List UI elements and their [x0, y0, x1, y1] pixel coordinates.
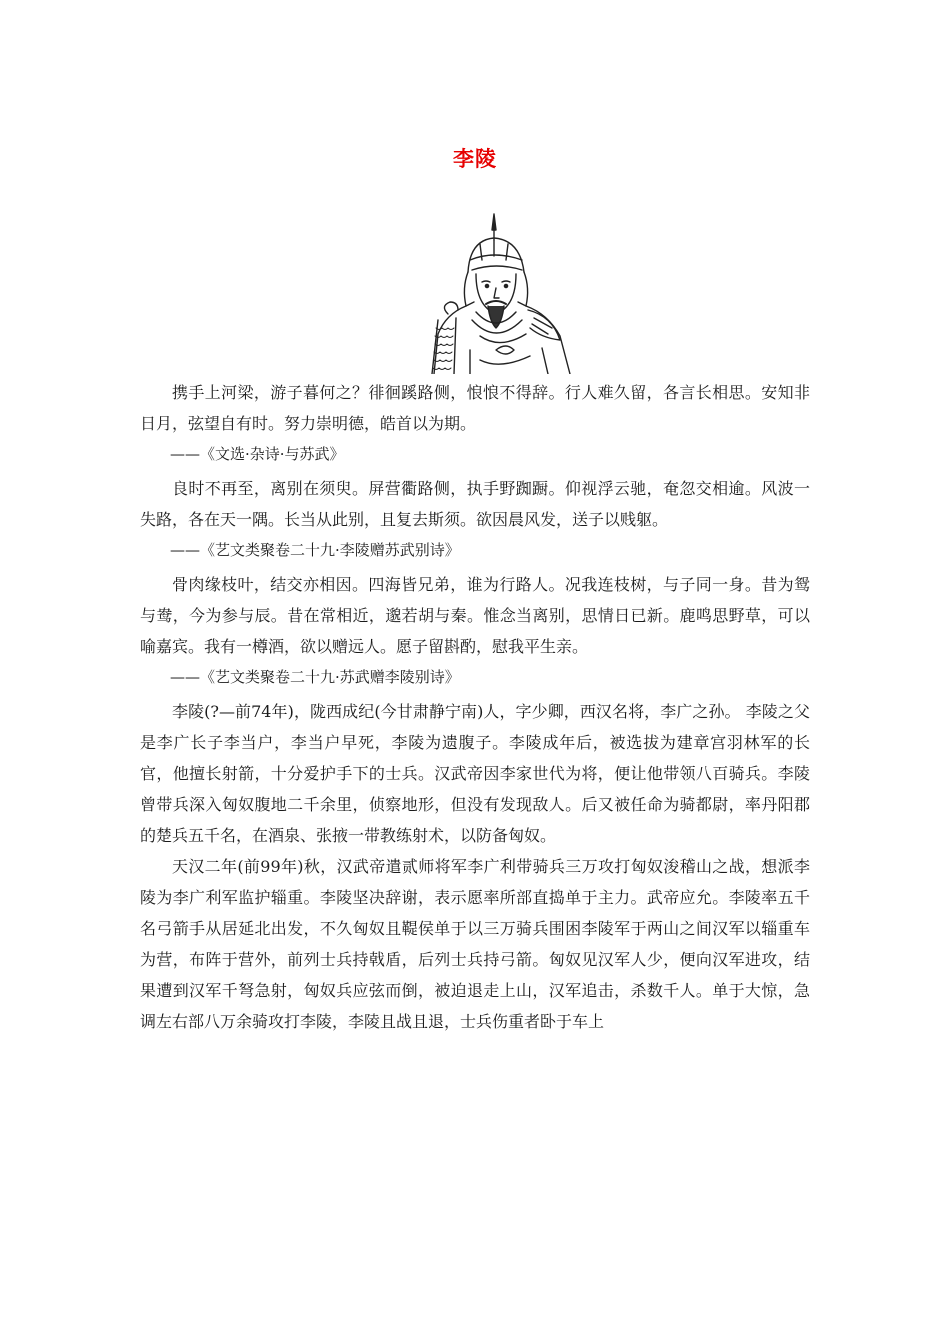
poem-source: ——《文选·杂诗·与苏武》: [170, 445, 345, 463]
poem-text: 良时不再至，离别在须臾。屏营衢路侧，执手野踟蹰。仰视浮云驰，奄忽交相逾。风波一失路，各在天一隅。长当从此别，且复去斯须。欲因晨风发，送子以贱躯。: [140, 479, 810, 529]
page-title: 李陵: [453, 147, 497, 171]
warrior-portrait-icon: [410, 210, 580, 374]
poem-text: 骨肉缘枝叶，结交亦相因。四海皆兄弟，谁为行路人。况我连枝树，与子同一身。昔为鸳与鸯，今为参与辰。昔在常相近，邈若胡与秦。惟念当离别，思情日已新。鹿鸣思野草，可以喻嘉宾。我有一樽酒，欲以赠远人。愿子留斟酌，慰我平生亲。: [140, 575, 810, 656]
poem-source: ——《艺文类聚卷二十九·苏武赠李陵别诗》: [170, 668, 460, 686]
poem-source: ——《艺文类聚卷二十九·李陵赠苏武别诗》: [170, 541, 460, 559]
poem-text: 携手上河梁，游子暮何之？徘徊蹊路侧，悢悢不得辞。行人难久留，各言长相思。安知非日月，弦望自有时。努力崇明德，皓首以为期。: [140, 383, 810, 433]
article-body: [140, 377, 810, 1037]
bio-paragraph: 李陵(?—前74年)，陇西成纪(今甘肃静宁南)人，字少卿，西汉名将，李广之孙。 李陵之父是李广长子李当户，李当户早死，李陵为遗腹子。李陵成年后，被选拔为建章宫羽林军的长官，他擅长射箭，十分爱护手下的士兵。汉武帝因李家世代为将，便让他带领八百骑兵。李陵曾带兵深入匈奴腹地二千余里，侦察地形，但没有发现敌人。后又被任命为骑都尉，率丹阳郡的楚兵五千名，在酒泉、张掖一带教练射术，以防备匈奴。: [140, 702, 810, 845]
bio-paragraph: 天汉二年(前99年)秋，汉武帝遣贰师将军李广利带骑兵三万攻打匈奴浚稽山之战，想派李陵为李广利军监护辎重。李陵坚决辞谢，表示愿率所部直捣单于主力。武帝应允。李陵率五千名弓箭手从居延北出发，不久匈奴且鞮侯单于以三万骑兵围困李陵军于两山之间汉军以辎重车为营，布阵于营外，前列士兵持戟盾，后列士兵持弓箭。匈奴见汉军人少，便向汉军进攻，结果遭到汉军千弩急射，匈奴兵应弦而倒，被迫退走上山，汉军追击，杀数千人。单于大惊，急调左右部八万余骑攻打李陵，李陵且战且退，士兵伤重者卧于车上: [140, 857, 810, 1031]
